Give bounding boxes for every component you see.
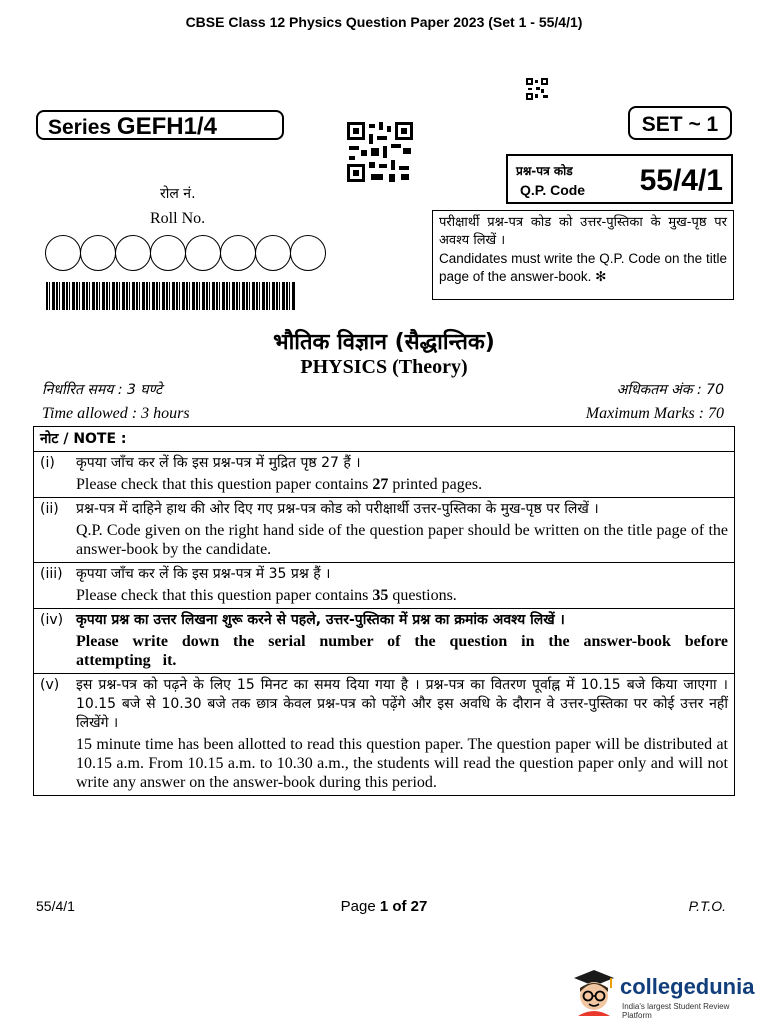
page-number: Page 1 of 27 (340, 898, 428, 915)
asterisk-icon: ✻ (595, 269, 607, 284)
note-english: Q.P. Code given on the right hand side of the question paper should be written on the title page of the answer-book by the candidate. (76, 522, 728, 558)
collegedunia-logo[interactable] (570, 966, 760, 1020)
subject-title: PHYSICS (Theory) (300, 356, 468, 378)
roll-number-boxes (45, 235, 325, 271)
note-number: (iv) (40, 612, 64, 628)
qp-code-label: Q.P. Code (520, 182, 586, 198)
max-marks-hindi: अधिकतम अंक : 70 (616, 382, 724, 398)
series-label: Series (48, 116, 112, 139)
roll-number-box (185, 235, 221, 271)
instruction-english: Candidates must write the Q.P. Code on the title page of the answer-book. ✻ (439, 251, 727, 284)
time-allowed: Time allowed : 3 hours (42, 405, 190, 422)
notes-table (33, 426, 735, 796)
barcode-icon (46, 282, 296, 310)
set-box: SET ~ 1 (628, 106, 732, 140)
subject-title-hindi: भौतिक विज्ञान (सैद्धान्तिक) (273, 330, 495, 355)
roll-number-box (150, 235, 186, 271)
document-header: CBSE Class 12 Physics Question Paper 2023 (Set 1 - 55/4/1) (185, 14, 583, 30)
mascot-icon (570, 966, 616, 1016)
roll-number-box (290, 235, 326, 271)
series-box (36, 110, 284, 140)
small-qr-code-icon (526, 78, 548, 100)
qr-code-icon (347, 122, 413, 182)
roll-number-box (220, 235, 256, 271)
note-english: 15 minute time has been allotted to read this question paper. The question paper will be distributed at 10.15 a.m. From 10.15 a.m. to 10.30 a.m., the students will read the question paper only and will not write any answer on the answer-book during this period. (76, 736, 728, 791)
roll-number-label: Roll No. (150, 210, 206, 227)
roll-number-box (115, 235, 151, 271)
note-english: Please write down the serial number of the question in the answer-book before attempting it. (76, 633, 728, 669)
time-allowed-hindi: निर्धारित समय : 3 घण्टे (42, 382, 163, 398)
note-english: Please check that this question paper contains 35 questions. (76, 587, 457, 604)
candidate-instruction-box (432, 210, 734, 300)
max-marks: Maximum Marks : 70 (585, 405, 724, 422)
qp-code-label-hindi: प्रश्न-पत्र कोड (516, 164, 573, 178)
brand-name: collegedunia (620, 974, 755, 999)
note-number: (i) (40, 455, 55, 471)
notes-heading: नोट / NOTE : (34, 427, 734, 452)
instruction-hindi: परीक्षार्थी प्रश्न-पत्र कोड को उत्तर-पुस्तिका के मुख-पृष्ठ पर अवश्य लिखें । (439, 215, 727, 248)
note-item (34, 498, 734, 563)
note-number: (iii) (40, 566, 63, 582)
note-hindi: इस प्रश्न-पत्र को पढ़ने के लिए 15 मिनट का समय दिया गया है । प्रश्न-पत्र का वितरण पूर्वाह्न में 10.15 बजे किया जाएगा । 10.15 बजे से 10.30 बजे तक छात्र केवल प्रश्न-पत्र को पढ़ेंगे और इस अवधि के दौरान वे उत्तर-पुस्तिका पर कोई उत्तर नहीं लिखेंगे । (76, 677, 728, 731)
note-item (34, 563, 734, 609)
note-item (34, 609, 734, 674)
qp-code-value: 55/4/1 (639, 164, 723, 197)
note-number: (v) (40, 677, 60, 693)
note-number: (ii) (40, 501, 59, 517)
series-code: GEFH1/4 (116, 113, 217, 140)
roll-number-box (80, 235, 116, 271)
roll-number-label-hindi: रोल नं. (160, 186, 196, 202)
note-hindi: कृपया प्रश्न का उत्तर लिखना शुरू करने से पहले, उत्तर-पुस्तिका में प्रश्न का क्रमांक अवश्य लिखें । (76, 612, 565, 628)
note-hindi: कृपया जाँच कर लें कि इस प्रश्न-पत्र में 35 प्रश्न हैं । (76, 566, 331, 582)
note-item (34, 674, 734, 795)
footer-qp-code: 55/4/1 (36, 898, 75, 914)
roll-number-box (45, 235, 81, 271)
brand-tagline: India's largest Student Review Platform (622, 1002, 730, 1020)
note-hindi: प्रश्न-पत्र में दाहिने हाथ की ओर दिए गए प्रश्न-पत्र कोड को परीक्षार्थी उत्तर-पुस्तिका के मुख-पृष्ठ पर लिखें । (76, 501, 599, 517)
note-hindi: कृपया जाँच कर लें कि इस प्रश्न-पत्र में मुद्रित पृष्ठ 27 हैं । (76, 455, 361, 471)
note-item (34, 452, 734, 498)
note-english: Please check that this question paper contains 27 printed pages. (76, 476, 483, 493)
roll-number-box (255, 235, 291, 271)
qp-code-box (506, 154, 733, 204)
footer-pto: P.T.O. (688, 898, 726, 914)
